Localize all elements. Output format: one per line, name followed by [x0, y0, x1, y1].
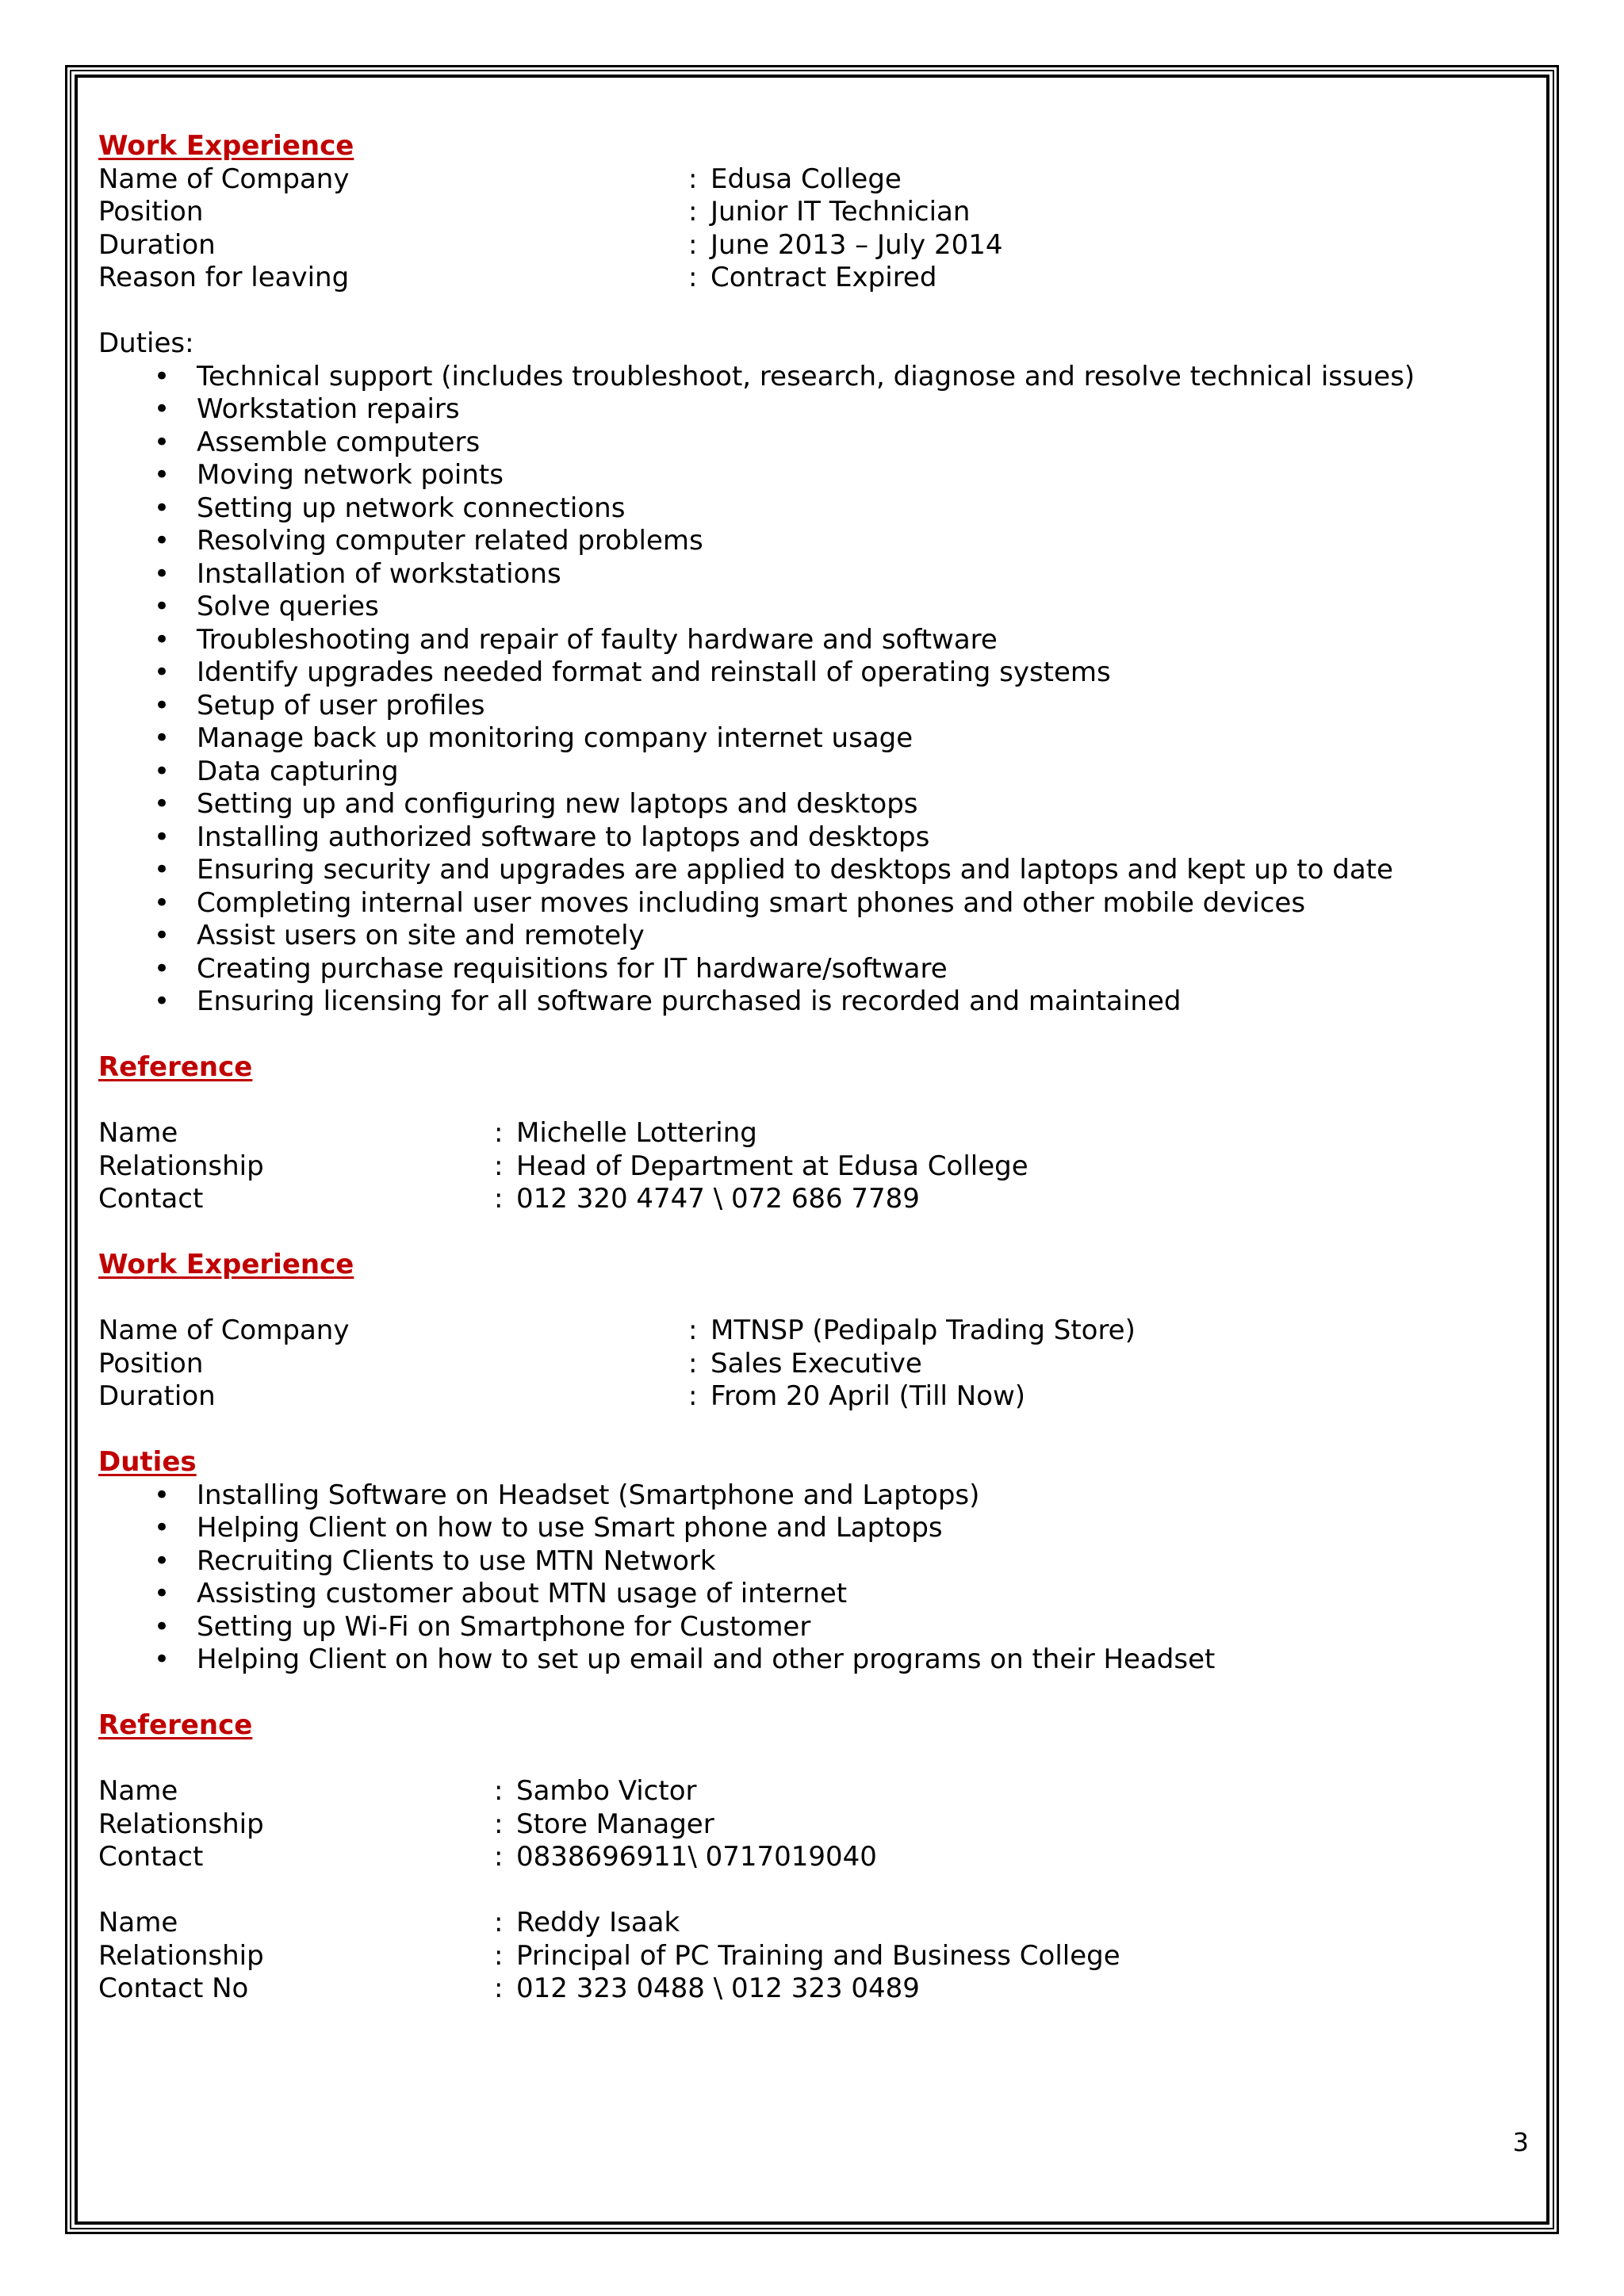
- duties-label: Duties:: [98, 327, 194, 359]
- spacer: [98, 295, 1494, 328]
- reference-relationship-row: [98, 1940, 1494, 1973]
- field-value: Reddy Isaak: [516, 1907, 680, 1938]
- field-separator: :: [688, 1314, 698, 1346]
- list-item: • Data capturing: [154, 755, 399, 787]
- bullet-icon: •: [154, 854, 170, 886]
- list-item: • Resolving computer related problems: [154, 525, 703, 557]
- reference-section-1: [98, 1051, 1494, 1216]
- list-item: • Assist users on site and remotely: [154, 920, 645, 951]
- field-label: Relationship: [98, 1150, 264, 1182]
- work-experience-heading: Work Experience: [98, 130, 354, 162]
- field-value: Michelle Lottering: [516, 1117, 757, 1149]
- reference-heading: Reference: [98, 1709, 253, 1741]
- list-item: • Manage back up monitoring company internet usage: [154, 722, 914, 754]
- position-row: [98, 196, 1494, 229]
- field-label: Position: [98, 1347, 204, 1380]
- field-value: 012 320 4747 \ 072 686 7789: [516, 1183, 920, 1215]
- duties-list-2: [98, 1479, 1494, 1677]
- bullet-icon: •: [154, 525, 170, 557]
- reference-heading: Reference: [98, 1051, 253, 1083]
- list-item: • Completing internal user moves including smart phones and other mobile devices: [154, 886, 1306, 919]
- field-separator: :: [494, 1150, 504, 1182]
- field-value: Sambo Victor: [516, 1775, 697, 1807]
- field-value: Contract Expired: [710, 262, 937, 293]
- field-label: Name: [98, 1117, 178, 1149]
- bullet-icon: •: [154, 952, 170, 985]
- position-row: [98, 1348, 1494, 1381]
- field-value: MTNSP (Pedipalp Trading Store): [710, 1314, 1136, 1346]
- field-separator: :: [688, 1380, 698, 1412]
- field-separator: :: [494, 1117, 504, 1149]
- bullet-icon: •: [154, 755, 170, 787]
- field-label: Relationship: [98, 1939, 264, 1972]
- field-separator: :: [494, 1939, 504, 1972]
- work-experience-section-1: [98, 130, 1494, 1019]
- bullet-icon: •: [154, 1644, 170, 1675]
- bullet-icon: •: [154, 591, 170, 622]
- spacer: [98, 1282, 1494, 1315]
- duties-list-1: [98, 361, 1494, 1019]
- reference-relationship-row: [98, 1150, 1494, 1184]
- field-label: Contact: [98, 1183, 204, 1215]
- field-separator: :: [688, 228, 698, 261]
- field-value: Edusa College: [710, 163, 902, 195]
- field-separator: :: [688, 262, 698, 293]
- field-value: June 2013 – July 2014: [710, 228, 1003, 261]
- reference-name-row: [98, 1117, 1494, 1150]
- field-label: Name: [98, 1775, 178, 1807]
- resume-page-content: [98, 130, 1494, 2006]
- field-label: Position: [98, 196, 204, 228]
- bullet-icon: •: [154, 426, 170, 458]
- field-label: Reason for leaving: [98, 262, 350, 293]
- reference-name-row: [98, 1775, 1494, 1808]
- field-value: From 20 April (Till Now): [710, 1380, 1026, 1412]
- bullet-icon: •: [154, 623, 170, 656]
- bullet-icon: •: [154, 920, 170, 951]
- field-label: Name: [98, 1907, 178, 1938]
- spacer: [98, 1677, 1494, 1710]
- list-item: • Installing authorized software to laptops and desktops: [154, 821, 930, 853]
- bullet-icon: •: [154, 821, 170, 853]
- field-separator: :: [688, 163, 698, 195]
- field-value: Sales Executive: [710, 1347, 922, 1380]
- duration-row: [98, 229, 1494, 262]
- bullet-icon: •: [154, 886, 170, 919]
- spacer: [98, 1874, 1494, 1908]
- duties-heading: Duties: [98, 1446, 197, 1478]
- field-value: 0838696911\ 0717019040: [516, 1841, 877, 1873]
- list-item: • Creating purchase requisitions for IT hardware/software: [154, 952, 948, 985]
- reference-name-row: [98, 1907, 1494, 1940]
- field-value: 012 323 0488 \ 012 323 0489: [516, 1973, 920, 2004]
- list-item: • Solve queries: [154, 591, 379, 622]
- list-item: • Technical support (includes troubleshoot, research, diagnose and resolve technical issues): [154, 360, 1415, 392]
- field-value: Head of Department at Edusa College: [516, 1150, 1028, 1182]
- list-item: • Helping Client on how to set up email and other programs on their Headset: [154, 1644, 1216, 1675]
- page-number: 3: [1512, 2127, 1529, 2157]
- bullet-icon: •: [154, 492, 170, 524]
- bullet-icon: •: [154, 459, 170, 491]
- reason-for-leaving-row: [98, 262, 1494, 295]
- bullet-icon: •: [154, 557, 170, 590]
- bullet-icon: •: [154, 393, 170, 425]
- field-label: Name of Company: [98, 163, 350, 195]
- bullet-icon: •: [154, 1512, 170, 1544]
- reference-relationship-row: [98, 1808, 1494, 1842]
- spacer: [98, 1019, 1494, 1052]
- list-item: • Installing Software on Headset (Smartphone and Laptops): [154, 1479, 980, 1511]
- bullet-icon: •: [154, 1544, 170, 1577]
- field-label: Contact: [98, 1841, 204, 1873]
- list-item: • Assisting customer about MTN usage of internet: [154, 1578, 848, 1609]
- reference-section-2: [98, 1709, 1494, 2006]
- field-value: Principal of PC Training and Business College: [516, 1939, 1120, 1972]
- reference-contact-row: [98, 1183, 1494, 1216]
- list-item: • Helping Client on how to use Smart phone and Laptops: [154, 1512, 943, 1544]
- field-separator: :: [494, 1841, 504, 1873]
- company-name-row: [98, 163, 1494, 197]
- field-separator: :: [494, 1907, 504, 1938]
- field-value: Store Manager: [516, 1808, 714, 1840]
- list-item: • Recruiting Clients to use MTN Network: [154, 1544, 716, 1577]
- field-label: Duration: [98, 228, 216, 261]
- field-separator: :: [494, 1183, 504, 1215]
- spacer: [98, 1743, 1494, 1776]
- field-label: Relationship: [98, 1808, 264, 1840]
- spacer: [98, 1085, 1494, 1118]
- field-label: Name of Company: [98, 1314, 350, 1346]
- bullet-icon: •: [154, 1479, 170, 1511]
- list-item: • Setup of user profiles: [154, 689, 485, 721]
- list-item: • Setting up and configuring new laptops and desktops: [154, 788, 918, 820]
- spacer: [98, 1414, 1494, 1447]
- list-item: • Setting up Wi-Fi on Smartphone for Customer: [154, 1610, 811, 1643]
- list-item: • Installation of workstations: [154, 557, 561, 590]
- list-item: • Troubleshooting and repair of faulty hardware and software: [154, 623, 998, 656]
- bullet-icon: •: [154, 788, 170, 820]
- spacer: [98, 1216, 1494, 1249]
- field-label: Duration: [98, 1380, 216, 1412]
- field-separator: :: [494, 1808, 504, 1840]
- bullet-icon: •: [154, 656, 170, 688]
- duration-row: [98, 1380, 1494, 1414]
- field-separator: :: [688, 1347, 698, 1380]
- bullet-icon: •: [154, 1578, 170, 1609]
- work-experience-heading: Work Experience: [98, 1249, 354, 1280]
- list-item: • Workstation repairs: [154, 393, 460, 425]
- list-item: • Assemble computers: [154, 426, 481, 458]
- reference-contact-row: [98, 1841, 1494, 1874]
- company-name-row: [98, 1314, 1494, 1348]
- field-separator: :: [494, 1775, 504, 1807]
- field-separator: :: [688, 196, 698, 228]
- list-item: • Identify upgrades needed format and reinstall of operating systems: [154, 656, 1111, 688]
- field-value: Junior IT Technician: [710, 196, 971, 228]
- bullet-icon: •: [154, 360, 170, 392]
- field-label: Contact No: [98, 1973, 249, 2004]
- list-item: • Setting up network connections: [154, 492, 626, 524]
- list-item: • Moving network points: [154, 459, 504, 491]
- list-item: • Ensuring security and upgrades are applied to desktops and laptops and kept up to date: [154, 854, 1393, 886]
- bullet-icon: •: [154, 722, 170, 754]
- work-experience-section-2: [98, 1249, 1494, 1677]
- bullet-icon: •: [154, 985, 170, 1017]
- list-item: • Ensuring licensing for all software purchased is recorded and maintained: [154, 985, 1182, 1017]
- bullet-icon: •: [154, 689, 170, 721]
- field-separator: :: [494, 1973, 504, 2004]
- reference-contact-row: [98, 1973, 1494, 2006]
- bullet-icon: •: [154, 1610, 170, 1643]
